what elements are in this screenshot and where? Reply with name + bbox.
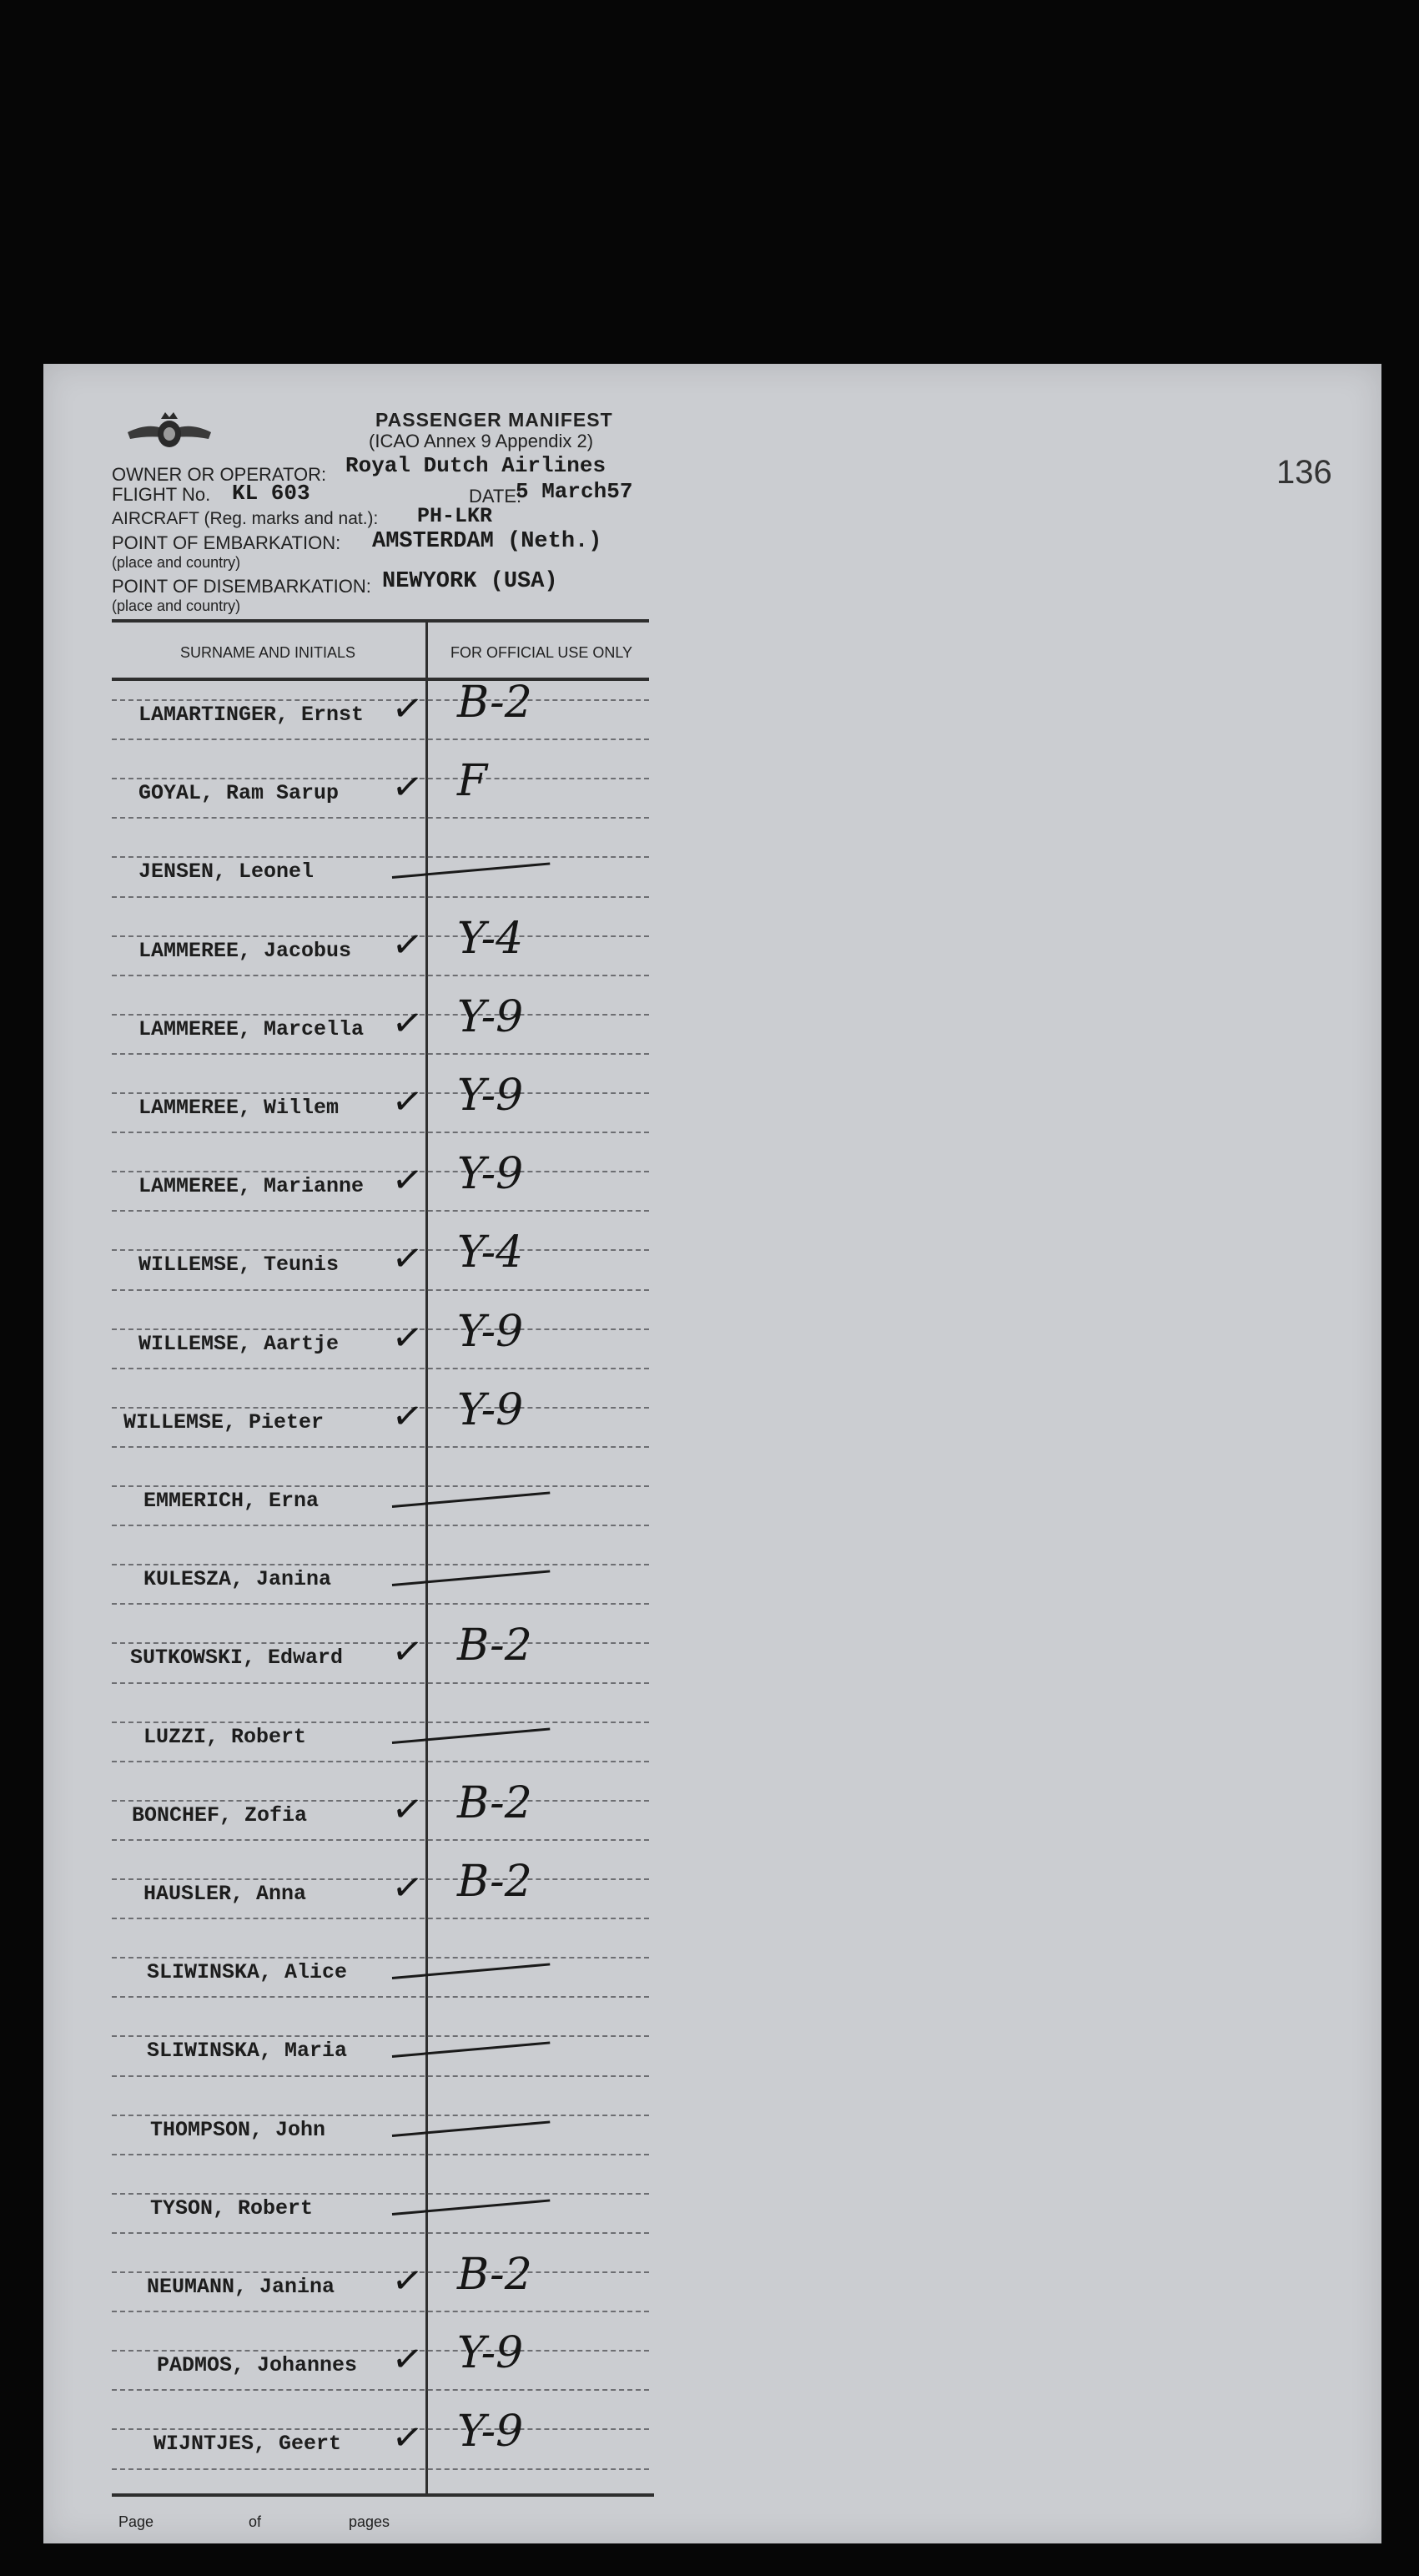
ruled-line <box>112 1603 649 1605</box>
ruled-line <box>112 817 649 819</box>
ruled-line <box>112 1132 649 1133</box>
checkmark-icon: ✓ <box>389 764 426 811</box>
ruled-line <box>112 1918 649 1919</box>
ruled-line <box>112 2468 649 2470</box>
ruled-line <box>112 1171 649 1172</box>
col-surname-header: SURNAME AND INITIALS <box>180 644 356 661</box>
checkmark-icon: ✓ <box>389 1078 426 1126</box>
checkmark-icon: ✓ <box>389 1786 426 1833</box>
passenger-name: PADMOS, Johannes <box>157 2353 358 2378</box>
ruled-line <box>112 1878 649 1880</box>
footer-page-label: Page <box>118 2513 154 2530</box>
column-divider <box>425 621 428 2495</box>
ruled-line <box>112 2154 649 2155</box>
ruled-line <box>112 2389 649 2391</box>
ruled-line <box>112 1642 649 1644</box>
ruled-line <box>112 1289 649 1291</box>
official-mark: B-2 <box>457 2250 532 2300</box>
official-mark: F <box>457 756 488 807</box>
passenger-name: WILLEMSE, Teunis <box>138 1253 340 1278</box>
ruled-line <box>112 1446 649 1448</box>
ruled-line <box>112 2428 649 2430</box>
passenger-name: JENSEN, Leonel <box>138 860 314 885</box>
passenger-name: WILLEMSE, Aartje <box>138 1331 340 1356</box>
crown-wings-icon <box>123 407 215 457</box>
passenger-name: LAMMEREE, Marcella <box>138 1016 365 1041</box>
ruled-line <box>112 2311 649 2312</box>
ruled-line <box>112 1800 649 1802</box>
ruled-line <box>112 1682 649 1684</box>
header-rule-bottom <box>112 678 649 681</box>
footer-pages-label: pages <box>349 2513 390 2530</box>
ruled-line <box>112 739 649 740</box>
checkmark-icon: ✓ <box>389 1864 426 1912</box>
embark-value: AMSTERDAM (Neth.) <box>372 529 602 554</box>
ruled-line <box>112 1328 649 1330</box>
official-mark: B-2 <box>457 1621 532 1671</box>
ruled-line <box>112 2232 649 2234</box>
official-mark: B-2 <box>457 1857 532 1907</box>
date-value: 5 March57 <box>516 479 633 504</box>
passenger-name: GOYAL, Ram Sarup <box>138 781 340 806</box>
official-mark: Y-9 <box>457 2328 524 2379</box>
official-mark: B-2 <box>457 1777 532 1828</box>
airline-logo <box>123 407 215 457</box>
passenger-name: BONCHEF, Zofia <box>132 1802 308 1827</box>
passenger-name: HAUSLER, Anna <box>143 1882 307 1906</box>
passenger-name: EMMERICH, Erna <box>143 1489 320 1513</box>
official-mark: B-2 <box>457 678 532 728</box>
passenger-name: LUZZI, Robert <box>143 1724 307 1749</box>
disembark-value: NEWYORK (USA) <box>382 569 558 594</box>
ruled-line <box>112 1014 649 1016</box>
ruled-line <box>112 1957 649 1958</box>
passenger-name: LAMMEREE, Willem <box>138 1096 340 1120</box>
ruled-line <box>112 2035 649 2037</box>
manifest-title: PASSENGER MANIFEST <box>375 409 613 431</box>
ruled-line <box>112 896 649 898</box>
checkmark-icon: ✓ <box>389 1629 426 1676</box>
passenger-name: NEUMANN, Janina <box>147 2275 335 2299</box>
ruled-line <box>112 1407 649 1409</box>
ruled-line <box>112 1053 649 1055</box>
ruled-line <box>112 1485 649 1487</box>
passenger-name: LAMARTINGER, Ernst <box>138 703 365 727</box>
ruled-line <box>112 778 649 779</box>
ruled-line <box>112 2271 649 2273</box>
official-mark: Y-9 <box>457 1306 524 1357</box>
aircraft-value: PH-LKR <box>417 504 493 528</box>
checkmark-icon: ✓ <box>389 1157 426 1204</box>
ruled-line <box>112 1525 649 1526</box>
flight-label: FLIGHT No. <box>112 484 211 505</box>
col-official-header: FOR OFFICIAL USE ONLY <box>450 644 633 661</box>
manifest-subtitle: (ICAO Annex 9 Appendix 2) <box>369 431 594 451</box>
passenger-name: KULESZA, Janina <box>143 1567 332 1592</box>
embark-sub: (place and country) <box>112 554 241 571</box>
passenger-name: SUTKOWSKI, Edward <box>130 1646 344 1671</box>
disembark-sub: (place and country) <box>112 597 241 614</box>
ruled-line <box>112 1210 649 1212</box>
footer-of-label: of <box>249 2513 262 2530</box>
official-mark: Y-9 <box>457 1071 524 1121</box>
aircraft-label: AIRCRAFT (Reg. marks and nat.): <box>112 509 379 528</box>
checkmark-icon: ✓ <box>389 1314 426 1361</box>
flight-value: KL 603 <box>232 481 310 506</box>
owner-value: Royal Dutch Airlines <box>345 453 606 478</box>
passenger-name: SLIWINSKA, Maria <box>147 2039 348 2064</box>
passenger-name: WILLEMSE, Pieter <box>123 1409 325 1434</box>
ruled-line <box>112 2115 649 2116</box>
passenger-name: TYSON, Robert <box>150 2195 314 2221</box>
ruled-line <box>112 1249 649 1251</box>
ruled-line <box>112 1722 649 1723</box>
checkmark-icon: ✓ <box>389 2415 426 2462</box>
passenger-name: SLIWINSKA, Alice <box>147 1960 348 1985</box>
ruled-line <box>112 1996 649 1998</box>
passenger-name: LAMMEREE, Jacobus <box>138 938 352 963</box>
checkmark-icon: ✓ <box>389 2336 426 2383</box>
checkmark-icon: ✓ <box>389 685 426 733</box>
checkmark-icon: ✓ <box>389 1000 426 1047</box>
ruled-line <box>112 2193 649 2195</box>
ruled-line <box>112 1564 649 1565</box>
table-bottom-rule <box>112 2493 654 2497</box>
ruled-line <box>112 975 649 976</box>
official-mark: Y-9 <box>457 2407 524 2458</box>
official-mark: Y-9 <box>457 991 524 1042</box>
official-mark: Y-9 <box>457 1149 524 1200</box>
official-mark: Y-4 <box>457 913 524 964</box>
header-rule-top <box>112 619 649 623</box>
ruled-line <box>112 1368 649 1369</box>
official-mark: Y-4 <box>457 1228 524 1278</box>
checkmark-icon: ✓ <box>389 1236 426 1283</box>
owner-label: OWNER OR OPERATOR: <box>112 464 327 485</box>
ruled-line <box>112 856 649 858</box>
ruled-line <box>112 1761 649 1762</box>
date-label: DATE: <box>469 486 522 507</box>
ruled-line <box>112 2075 649 2077</box>
page-number: 136 <box>1276 454 1332 491</box>
ruled-line <box>112 699 649 701</box>
official-mark: Y-9 <box>457 1384 524 1435</box>
ruled-line <box>112 1839 649 1841</box>
ruled-line <box>112 1092 649 1094</box>
disembark-label: POINT OF DISEMBARKATION: <box>112 576 371 597</box>
embark-label: POINT OF EMBARKATION: <box>112 532 341 553</box>
checkmark-icon: ✓ <box>389 2257 426 2305</box>
checkmark-icon: ✓ <box>389 1393 426 1440</box>
checkmark-icon: ✓ <box>389 921 426 968</box>
ruled-line <box>112 935 649 937</box>
ruled-line <box>112 2350 649 2352</box>
passenger-name: WIJNTJES, Geert <box>153 2432 342 2457</box>
passenger-name: LAMMEREE, Marianne <box>138 1174 365 1199</box>
passenger-name: THOMPSON, John <box>150 2117 326 2142</box>
